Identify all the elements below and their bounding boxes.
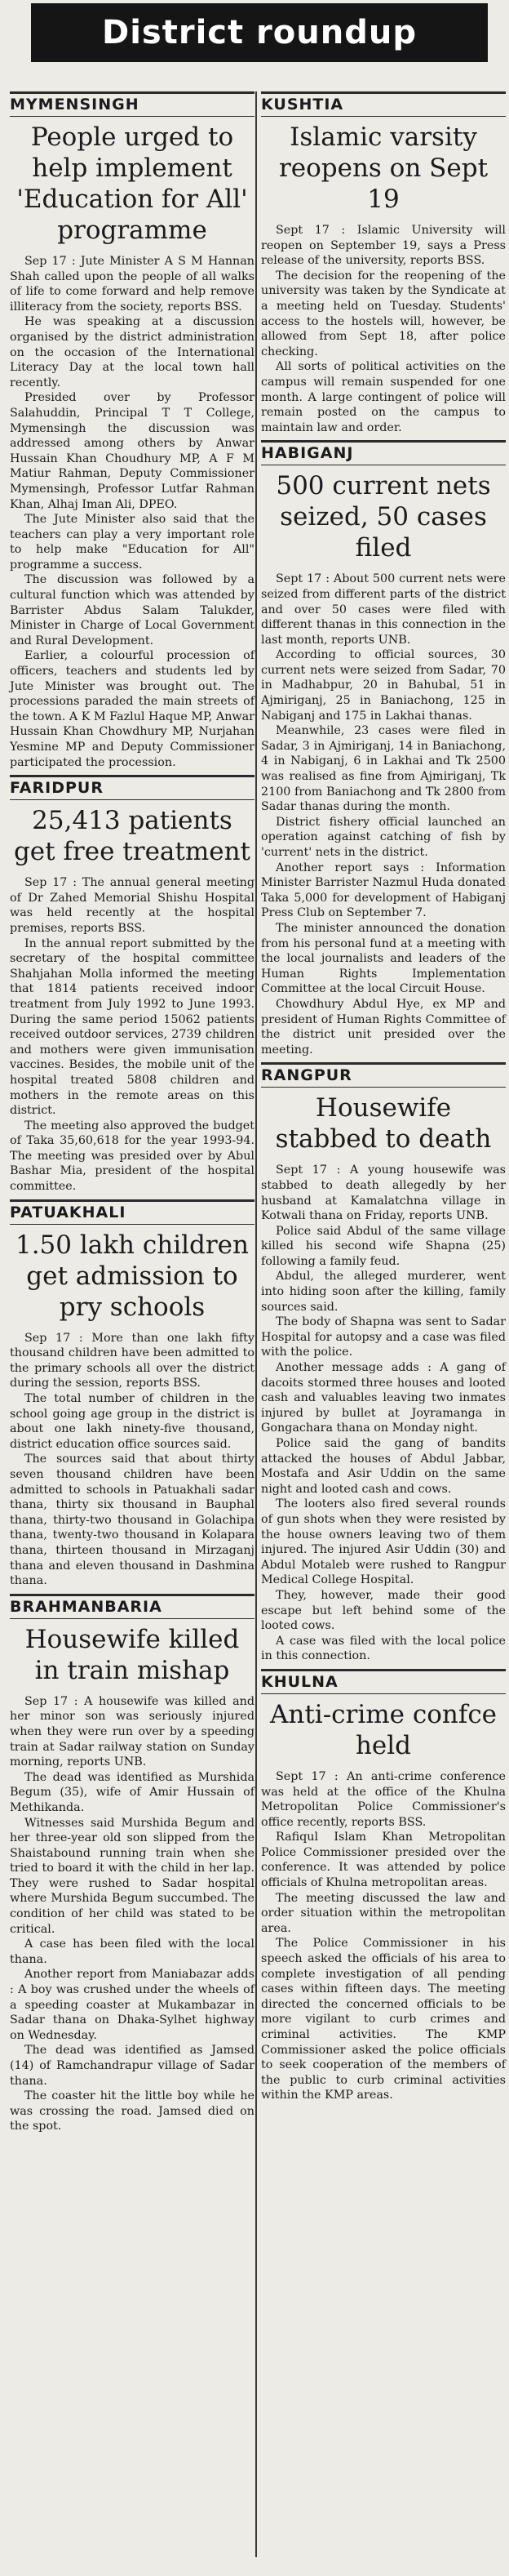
left-column [10, 91, 254, 2139]
story-paragraph: Sept 17 : About 500 current nets were seized from different parts of the district and over 50 cases were filed with different thanas in this connection in the last month, reports UNB. [261, 572, 506, 647]
column-divider [255, 91, 257, 2557]
page-title: District roundup [102, 14, 417, 51]
story-patuakhali [10, 1199, 254, 1589]
story-paragraph: Rafiqul Islam Khan Metropolitan Police Commissioner presided over the conference. It was attended by police officials of Khulna metropolitan areas. [261, 1831, 506, 1890]
headline: 25,413 patients get free treatment [13, 806, 251, 867]
story-paragraph: A case has been filed with the local thana. [10, 1938, 254, 1966]
story-habiganj [261, 440, 506, 1057]
section-rule [10, 91, 254, 94]
story-paragraph: Meanwhile, 23 cases were filed in Sadar, 3 in Ajmiriganj, 14 in Baniachong, 4 in Nabiganj, 6 in Lakhai and Tk 2500 was realised as fine from Ajmiriganj, Tk 2100 from Baniachong and Tk 2800 from Sadar thanas during the month. [261, 724, 506, 814]
story-kushtia [261, 91, 506, 435]
story-paragraph: The looters also fired several rounds of gun shots when they were resisted by the house owners leaving two of them injured. The injured Asir Uddin (30) and Abdul Motaleb were rushed to Rangpur Medical College Hospital. [261, 1497, 506, 1587]
headline: Housewife killed in train mishap [24, 1624, 240, 1685]
story-paragraph: The dead was identified as Jamsed (14) of Ramchandrapur village of Sadar thana. [10, 2044, 254, 2088]
story-paragraph: Presided over by Professor Salahuddin, Principal T T College, Mymensingh the discussion was addressed among others by Anwar Hussain Khan Choudhury MP, A F M Matiur Rahman, Deputy Commissioner Mymensingh, Professor Lutfar Rahman Khan, Alhaj Iman Ali, DPEO. [10, 391, 254, 511]
dateline: KUSHTIA [261, 96, 344, 113]
story-paragraph: Sep 17 : Jute Minister A S M Hannan Shah called upon the people of all walks of life to come forward and help remove illiteracy from the society, reports BSS. [10, 255, 254, 314]
headline: 500 current nets seized, 50 cases filed [276, 471, 491, 563]
dateline-rule [10, 799, 254, 800]
story-paragraph: The meeting also approved the budget of Taka 35,60,618 for the year 1993-94. The meeting was presided over by Abul Bashar Mia, president of the hospital committee. [10, 1119, 254, 1194]
story-paragraph: The sources said that about thirty seven thousand children have been admitted to schools in Patuakhali sadar thana, thirty six thousand in Bauphal thana, thirty-two thousand in Golachipa thana, twenty-two thousand in Kolapara thana, thirteen thousand in Mirzaganj thana and eleven thousand in Dashmina thana. [10, 1453, 254, 1588]
story-faridpur [10, 775, 254, 1194]
story-paragraph: Another message adds : A gang of dacoits stormed three houses and looted cash and valuables leaving two inmates injured by bullet at Joyramanga in Gongachara thana on Monday night. [261, 1361, 506, 1435]
dateline-rule [261, 1087, 506, 1088]
story-paragraph: Sept 17 : A young housewife was stabbed to death allegedly by her husband at Kamalatchna village in Kotwali thana on Friday, reports UNB. [261, 1163, 506, 1223]
dateline: KHULNA [261, 1672, 339, 1691]
page-title-banner [31, 3, 488, 62]
dateline: RANGPUR [261, 1066, 352, 1085]
story-khulna [261, 1669, 506, 2103]
dateline-rule [261, 1693, 506, 1694]
story-rangpur [261, 1062, 506, 1664]
dateline-rule [261, 116, 506, 117]
section-rule [10, 1594, 254, 1596]
story-paragraph: The dead was identified as Murshida Begum (35), wife of Amir Hussain of Methikanda. [10, 1770, 254, 1814]
story-paragraph: A case was filed with the local police in this connection. [261, 1634, 506, 1663]
section-rule [10, 775, 254, 777]
dateline: PATUAKHALI [10, 1203, 126, 1221]
dateline: MYMENSINGH [10, 96, 139, 113]
section-rule [261, 1669, 506, 1671]
story-paragraph: Police said the gang of bandits attacked the houses of Abdul Jabbar, Mostafa and Asir Uddin on the same night and looted cash and cows. [261, 1437, 506, 1496]
headline: People urged to help implement 'Education for All' programme [16, 122, 248, 245]
dateline: HABIGANJ [261, 444, 354, 463]
section-rule [261, 440, 506, 443]
story-paragraph: The body of Shapna was sent to Sadar Hospital for autopsy and a case was filed with the police. [261, 1315, 506, 1359]
section-rule [10, 1199, 254, 1202]
headline: 1.50 lakh children get admission to pry schools [15, 1230, 249, 1322]
dateline: FARIDPUR [10, 779, 104, 798]
story-paragraph: The coaster hit the little boy while he was crossing the road. Jamsed died on the spot. [10, 2089, 254, 2133]
story-paragraph: According to official sources, 30 current nets were seized from Sadar, 70 in Madhabpur, 20 in Bahubal, 51 in Ajmiriganj, 25 in Baniachong, 125 in Nabiganj and 175 in Lakhai thanas. [261, 648, 506, 723]
story-paragraph: Sept 17 : Islamic University will reopen on September 19, says a Press release of the university, reports BSS. [261, 224, 506, 268]
story-paragraph: The meeting discussed the law and order situation within the metropolitan area. [261, 1891, 506, 1935]
story-mymensingh [10, 91, 254, 770]
story-paragraph: Another report says : Information Minister Barrister Nazmul Huda donated Taka 5,000 for development of Habiganj Press Club on September 7. [261, 861, 506, 920]
story-paragraph: Earlier, a colourful procession of officers, teachers and students led by Jute Minister was brought out. The processions paraded the main streets of the town. A K M Fazlul Haque MP, Anwar Hussain Khan Chowdhury MP, Nurjahan Yesmine MP and Deputy Commissioner participated the procession. [10, 649, 254, 769]
story-paragraph: Sep 17 : A housewife was killed and her minor son was seriously injured when they were run over by a speeding train at Sadar railway station on Sunday morning, reports UNB. [10, 1694, 254, 1769]
story-paragraph: Abdul, the alleged murderer, went into hiding soon after the killing, family sources said. [261, 1270, 506, 1314]
story-paragraph: Sep 17 : The annual general meeting of Dr Zahed Memorial Shishu Hospital was held recently at the hospital premises, reports BSS. [10, 876, 254, 935]
story-paragraph: The discussion was followed by a cultural function which was attended by Barrister Abdus Salam Talukder, Minister in Charge of Local Government and Rural Development. [10, 573, 254, 647]
story-paragraph: The Jute Minister also said that the teachers can play a very important role to help make "Education for All" programme a success. [10, 513, 254, 572]
story-paragraph: In the annual report submitted by the secretary of the hospital committee Shahjahan Molla informed the meeting that 1814 patients received indoor treatment from July 1992 to June 1993. During the same period 15062 patients received outdoor services, 2739 children and mothers were given immunisation vaccines. Besides, the mobile unit of the hospital treated 5808 children and mothers in the remote areas on this district. [10, 937, 254, 1118]
story-paragraph: Police said Abdul of the same village killed his second wife Shapna (25) following a family feud. [261, 1224, 506, 1268]
headline: Anti-crime confce held [269, 1699, 498, 1760]
right-column [261, 91, 506, 2108]
story-paragraph: Sep 17 : More than one lakh fifty thousand children have been admitted to the primary schools all over the district during the session, reports BSS. [10, 1331, 254, 1390]
dateline: BRAHMANBARIA [10, 1597, 162, 1616]
story-paragraph: Witnesses said Murshida Begum and her three-year old son slipped from the Shaistabound running train when she tried to board it with the child in her lap. They were rushed to Sadar hospital where Murshida Begum succumbed. The condition of her child was stated to be critical. [10, 1816, 254, 1936]
story-paragraph: Another report from Maniabazar adds : A boy was crushed under the wheels of a speeding coaster at Mukambazar in Sadar thana on Dhaka-Sylhet highway on Wednesday. [10, 1968, 254, 2042]
section-rule [261, 1062, 506, 1065]
story-paragraph: The minister announced the donation from his personal fund at a meeting with the local journalists and leaders of the Human Rights Implementation Committee at the local Circuit House. [261, 921, 506, 996]
story-paragraph: Sept 17 : An anti-crime conference was held at the office of the Khulna Metropolitan Police Commissioner's office recently, reports BSS. [261, 1769, 506, 1829]
story-brahmanbaria [10, 1594, 254, 2134]
story-paragraph: The total number of children in the school going age group in the district is about one lakh ninety-five thousand, district education office sources said. [10, 1392, 254, 1451]
headline: Housewife stabbed to death [275, 1093, 492, 1155]
dateline-rule [10, 1224, 254, 1225]
story-paragraph: Chowdhury Abdul Hye, ex MP and president of Human Rights Committee of the district unit presided over the meeting. [261, 997, 506, 1057]
story-paragraph: They, however, made their good escape but left behind some of the looted cows. [261, 1588, 506, 1633]
dateline-rule [10, 1618, 254, 1619]
story-paragraph: District fishery official launched an operation against catching of fish by 'current' nets in the district. [261, 815, 506, 859]
story-paragraph: All sorts of political activities on the campus will remain suspended for one month. A large contingent of police will remain posted on the campus to maintain law and order. [261, 360, 506, 434]
story-paragraph: The decision for the reopening of the university was taken by the Syndicate at a meeting held on Tuesday. Students' access to the hostels will, however, be allowed from Sept 18, after police checking. [261, 269, 506, 358]
dateline-rule [10, 116, 254, 117]
section-rule [261, 91, 506, 94]
headline: Islamic varsity reopens on Sept 19 [278, 122, 489, 214]
story-paragraph: The Police Commissioner in his speech asked the officials of his area to complete investigation of all pending cases within fifteen days. The meeting directed the concerned officials to be more vigilant to curb crimes and criminal activities. The KMP Commissioner asked the police officials to seek cooperation of the members of the public to curb criminal activities within the KMP areas. [261, 1937, 506, 2102]
story-paragraph: He was speaking at a discussion organised by the district administration on the occasion of the International Literacy Day at the local town hall recently. [10, 315, 254, 389]
